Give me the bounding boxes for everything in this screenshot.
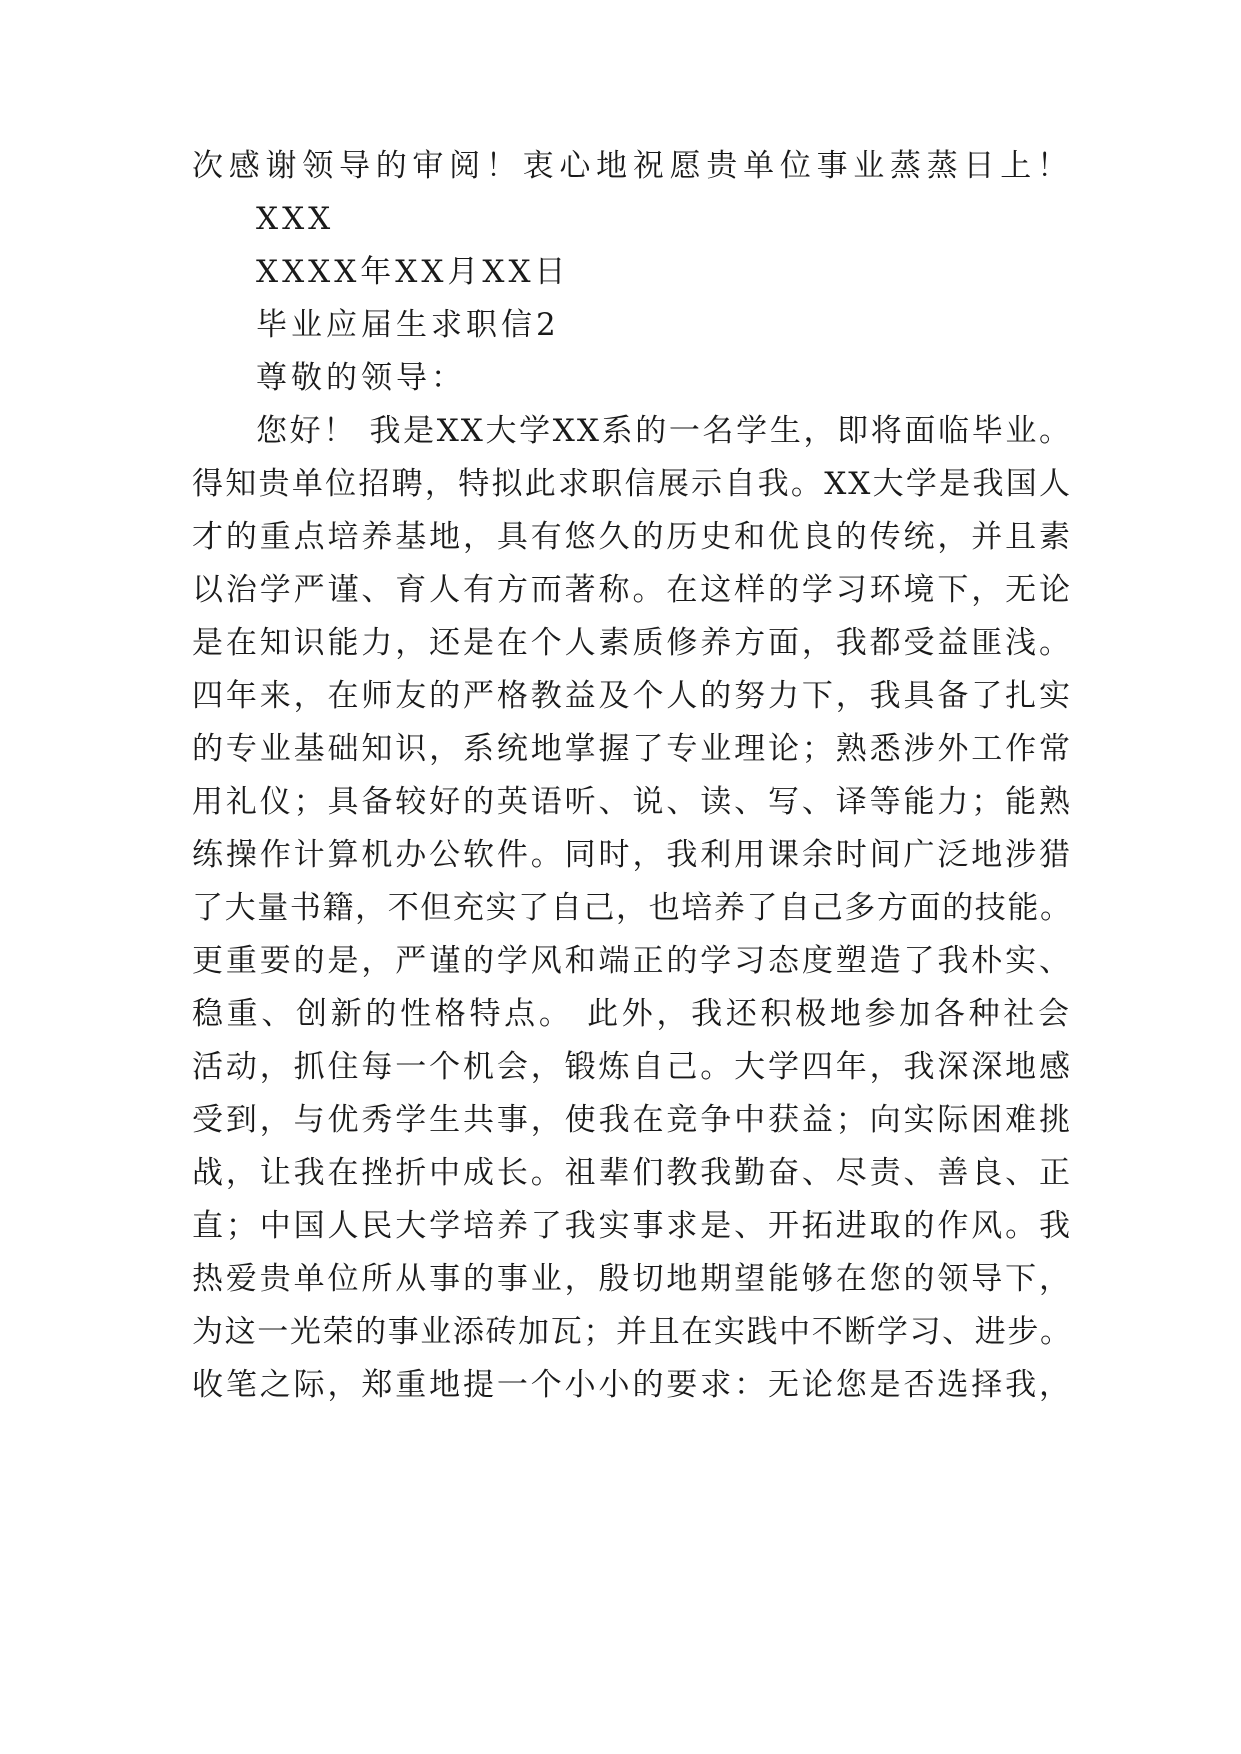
body-line: 战，让我在挫折中成长。祖辈们教我勤奋、尽责、善良、正: [192, 1155, 1072, 1191]
body-line: 更重要的是，严谨的学风和端正的学习态度塑造了我朴实、: [192, 943, 1072, 979]
signature-date: XXXX年XX月XX日: [256, 254, 570, 290]
body-line: 稳重、创新的性格特点。 此外，我还积极地参加各种社会: [192, 996, 1072, 1032]
body-line: 了大量书籍，不但充实了自己，也培养了自己多方面的技能。: [192, 890, 1072, 926]
body-line: 练操作计算机办公软件。同时，我利用课余时间广泛地涉猎: [192, 837, 1072, 873]
body-line: 收笔之际，郑重地提一个小小的要求：无论您是否选择我，: [192, 1367, 1072, 1403]
body-line: 活动，抓住每一个机会，锻炼自己。大学四年，我深深地感: [192, 1049, 1072, 1085]
body-line: 您好！ 我是XX大学XX系的一名学生，即将面临毕业。: [256, 413, 1072, 449]
body-line: 得知贵单位招聘，特拟此求职信展示自我。XX大学是我国人: [192, 466, 1072, 502]
signature-name: XXX: [256, 201, 335, 237]
body-line: 以治学严谨、育人有方而著称。在这样的学习环境下，无论: [192, 572, 1072, 608]
body-line: 受到，与优秀学生共事，使我在竞争中获益；向实际困难挑: [192, 1102, 1072, 1138]
letter-title: 毕业应届生求职信2: [256, 307, 560, 343]
body-line: 用礼仪；具备较好的英语听、说、读、写、译等能力；能熟: [192, 784, 1072, 820]
closing-thanks-line: 次感谢领导的审阅！衷心地祝愿贵单位事业蒸蒸日上！: [192, 148, 1072, 184]
body-line: 是在知识能力，还是在个人素质修养方面，我都受益匪浅。: [192, 625, 1072, 661]
body-line: 才的重点培养基地，具有悠久的历史和优良的传统，并且素: [192, 519, 1072, 555]
body-line: 的专业基础知识，系统地掌握了专业理论；熟悉涉外工作常: [192, 731, 1072, 767]
body-line: 热爱贵单位所从事的事业，殷切地期望能够在您的领导下，: [192, 1261, 1072, 1297]
body-line: 为这一光荣的事业添砖加瓦；并且在实践中不断学习、进步。: [192, 1314, 1072, 1350]
body-line: 直；中国人民大学培养了我实事求是、开拓进取的作风。我: [192, 1208, 1072, 1244]
body-line: 四年来，在师友的严格教益及个人的努力下，我具备了扎实: [192, 678, 1072, 714]
salutation: 尊敬的领导：: [256, 360, 466, 396]
